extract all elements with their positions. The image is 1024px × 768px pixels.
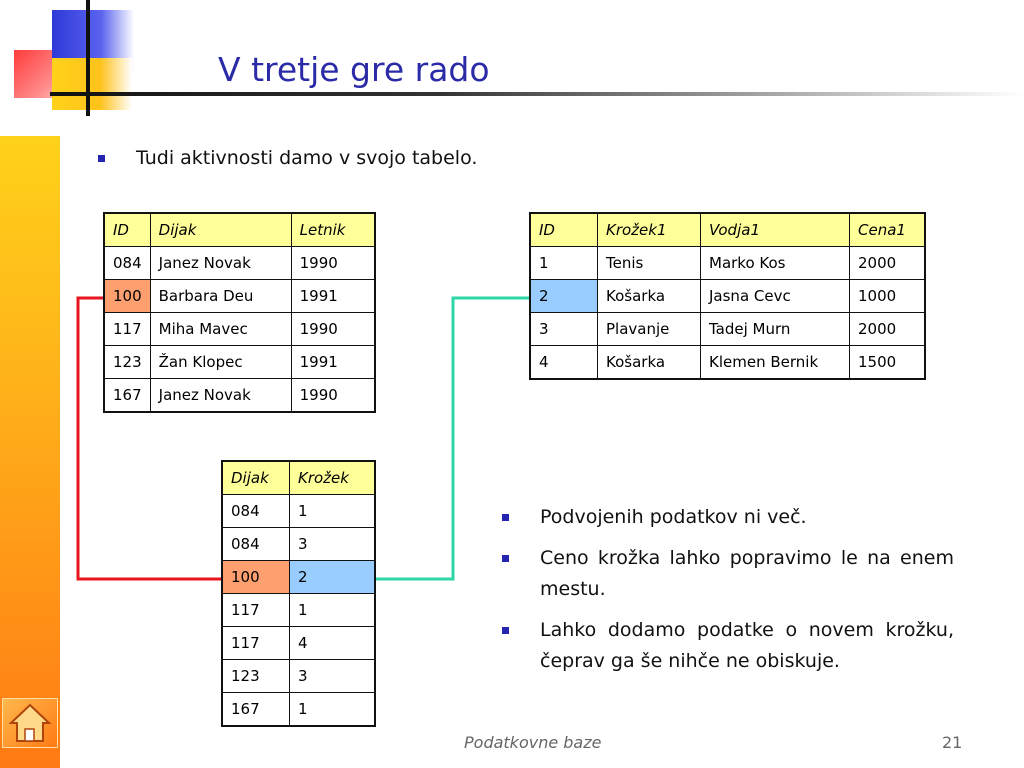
table-cell: 1500 bbox=[850, 346, 926, 380]
table-cell: 1 bbox=[290, 693, 376, 727]
page-number: 21 bbox=[942, 733, 963, 752]
dijak-krozek-table bbox=[221, 460, 376, 727]
header-cell: Vodja1 bbox=[701, 213, 850, 247]
table-cell: 123 bbox=[222, 660, 290, 693]
table-cell: 3 bbox=[290, 660, 376, 693]
note-bullet bbox=[540, 615, 954, 677]
home-icon bbox=[3, 699, 57, 747]
header-cell: ID bbox=[104, 213, 150, 247]
table-cell: Janez Novak bbox=[150, 379, 291, 413]
table-row bbox=[530, 346, 925, 380]
header-cell: Krožek1 bbox=[598, 213, 701, 247]
table-row bbox=[222, 627, 375, 660]
table-cell: Plavanje bbox=[598, 313, 701, 346]
home-button[interactable] bbox=[2, 698, 58, 748]
table-cell: 167 bbox=[104, 379, 150, 413]
table-cell: 1990 bbox=[291, 313, 375, 346]
header-cell: Krožek bbox=[290, 461, 376, 495]
table-row bbox=[222, 561, 375, 594]
slide-title: V tretje gre rado bbox=[218, 50, 490, 89]
note-text: Podvojenih podatkov ni več. bbox=[540, 506, 807, 528]
table-cell: 1990 bbox=[291, 379, 375, 413]
intro-bullet-text: Tudi aktivnosti damo v svojo tabelo. bbox=[136, 147, 478, 169]
table-cell: Žan Klopec bbox=[150, 346, 291, 379]
table-row bbox=[104, 346, 375, 379]
table-header-row bbox=[222, 461, 375, 495]
table-cell: 084 bbox=[104, 247, 150, 280]
table-cell: 1990 bbox=[291, 247, 375, 280]
table-cell: 2000 bbox=[850, 313, 926, 346]
table-row bbox=[222, 594, 375, 627]
bullet-square-icon bbox=[502, 514, 509, 521]
table-cell: 084 bbox=[222, 495, 290, 528]
table-cell: 123 bbox=[104, 346, 150, 379]
table-cell: Košarka bbox=[598, 346, 701, 380]
table-cell: Jasna Cevc bbox=[701, 280, 850, 313]
table-cell-highlighted: 100 bbox=[222, 561, 290, 594]
note-bullet bbox=[540, 543, 954, 605]
table-row bbox=[104, 280, 375, 313]
header-cell: Cena1 bbox=[850, 213, 926, 247]
table-cell: 1 bbox=[290, 594, 376, 627]
table-cell: 084 bbox=[222, 528, 290, 561]
table-cell: 3 bbox=[530, 313, 598, 346]
table-cell: 1991 bbox=[291, 280, 375, 313]
table-row bbox=[530, 313, 925, 346]
table-cell: 4 bbox=[530, 346, 598, 380]
table-cell: Janez Novak bbox=[150, 247, 291, 280]
table-cell: Marko Kos bbox=[701, 247, 850, 280]
table-cell: 117 bbox=[222, 627, 290, 660]
table-cell: 1 bbox=[290, 495, 376, 528]
table-cell: Barbara Deu bbox=[150, 280, 291, 313]
bullet-square-icon bbox=[502, 555, 509, 562]
link-line-krozek bbox=[376, 298, 530, 579]
table-cell: 1000 bbox=[850, 280, 926, 313]
header-cell: Dijak bbox=[150, 213, 291, 247]
table-row bbox=[222, 693, 375, 727]
table-cell: Košarka bbox=[598, 280, 701, 313]
header-cell: Dijak bbox=[222, 461, 290, 495]
table-cell: 1991 bbox=[291, 346, 375, 379]
note-bullet bbox=[540, 502, 954, 533]
dijak-table bbox=[103, 212, 376, 413]
table-row bbox=[104, 313, 375, 346]
table-cell: 117 bbox=[222, 594, 290, 627]
table-cell: 2000 bbox=[850, 247, 926, 280]
note-text: Ceno krožka lahko popravimo le na enem mestu. bbox=[540, 547, 954, 600]
table-cell: Klemen Bernik bbox=[701, 346, 850, 380]
table-header-row bbox=[530, 213, 925, 247]
table-header-row bbox=[104, 213, 375, 247]
table-cell: 117 bbox=[104, 313, 150, 346]
table-cell: 3 bbox=[290, 528, 376, 561]
header-cell: ID bbox=[530, 213, 598, 247]
notes-list bbox=[540, 502, 954, 687]
table-cell: 1 bbox=[530, 247, 598, 280]
table-row bbox=[530, 247, 925, 280]
table-row bbox=[222, 528, 375, 561]
table-cell-highlighted: 2 bbox=[290, 561, 376, 594]
table-cell: Tadej Murn bbox=[701, 313, 850, 346]
table-row bbox=[222, 495, 375, 528]
krozek-table bbox=[529, 212, 926, 380]
table-cell-highlighted: 2 bbox=[530, 280, 598, 313]
note-text: Lahko dodamo podatke o novem krožku, čeprav ga še nihče ne obiskuje. bbox=[540, 619, 954, 672]
table-row bbox=[530, 280, 925, 313]
table-cell: 167 bbox=[222, 693, 290, 727]
header-cell: Letnik bbox=[291, 213, 375, 247]
table-row bbox=[222, 660, 375, 693]
footer-title: Podatkovne baze bbox=[464, 733, 602, 752]
table-cell: 4 bbox=[290, 627, 376, 660]
bullet-square-icon bbox=[502, 627, 509, 634]
table-row bbox=[104, 247, 375, 280]
table-cell: Miha Mavec bbox=[150, 313, 291, 346]
table-cell-highlighted: 100 bbox=[104, 280, 150, 313]
table-row bbox=[104, 379, 375, 413]
table-cell: Tenis bbox=[598, 247, 701, 280]
